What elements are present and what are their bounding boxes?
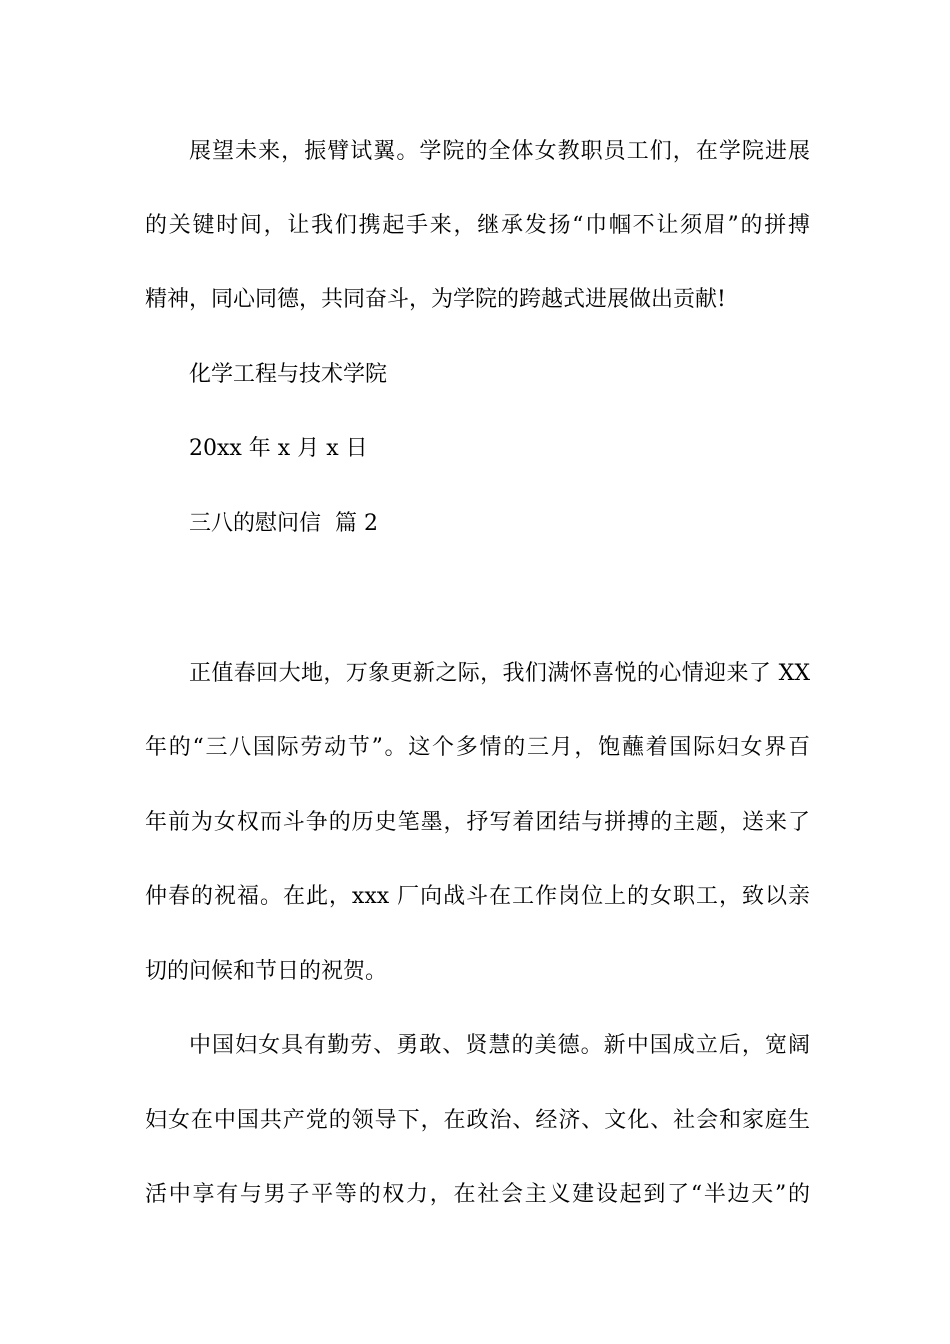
section-heading: 三八的慰问信 篇 2: [189, 511, 378, 536]
paragraph-line: 年的“三八国际劳动节”。这个多情的三月，饱蘸着国际妇女界百: [145, 735, 810, 760]
paragraph-line: 精神，同心同德，共同奋斗，为学院的跨越式进展做出贡献!: [145, 287, 726, 312]
paragraph-line: 年前为女权而斗争的历史笔墨，抒写着团结与拼搏的主题，送来了: [145, 810, 810, 835]
paragraph-line: 中国妇女具有勤劳、勇敢、贤慧的美德。新中国成立后，宽阔: [189, 1033, 810, 1058]
signature-organization: 化学工程与技术学院: [189, 362, 388, 387]
paragraph-line: 妇女在中国共产党的领导下，在政治、经济、文化、社会和家庭生: [145, 1108, 810, 1133]
paragraph-line: 的关键时间，让我们携起手来，继承发扬“巾帼不让须眉”的拼搏: [145, 213, 810, 238]
paragraph-line: 正值春回大地，万象更新之际，我们满怀喜悦的心情迎来了 XX: [189, 661, 810, 686]
paragraph-line: 仲春的祝福。在此，xxx 厂向战斗在工作岗位上的女职工，致以亲: [145, 884, 810, 909]
paragraph-line: 展望未来，振臂试翼。学院的全体女教职员工们，在学院进展: [189, 139, 810, 164]
paragraph-line: 活中享有与男子平等的权力，在社会主义建设起到了“半边天”的: [145, 1182, 810, 1207]
signature-date: 20xx 年 x 月 x 日: [189, 436, 368, 461]
paragraph-line: 切的问候和节日的祝贺。: [145, 959, 388, 984]
